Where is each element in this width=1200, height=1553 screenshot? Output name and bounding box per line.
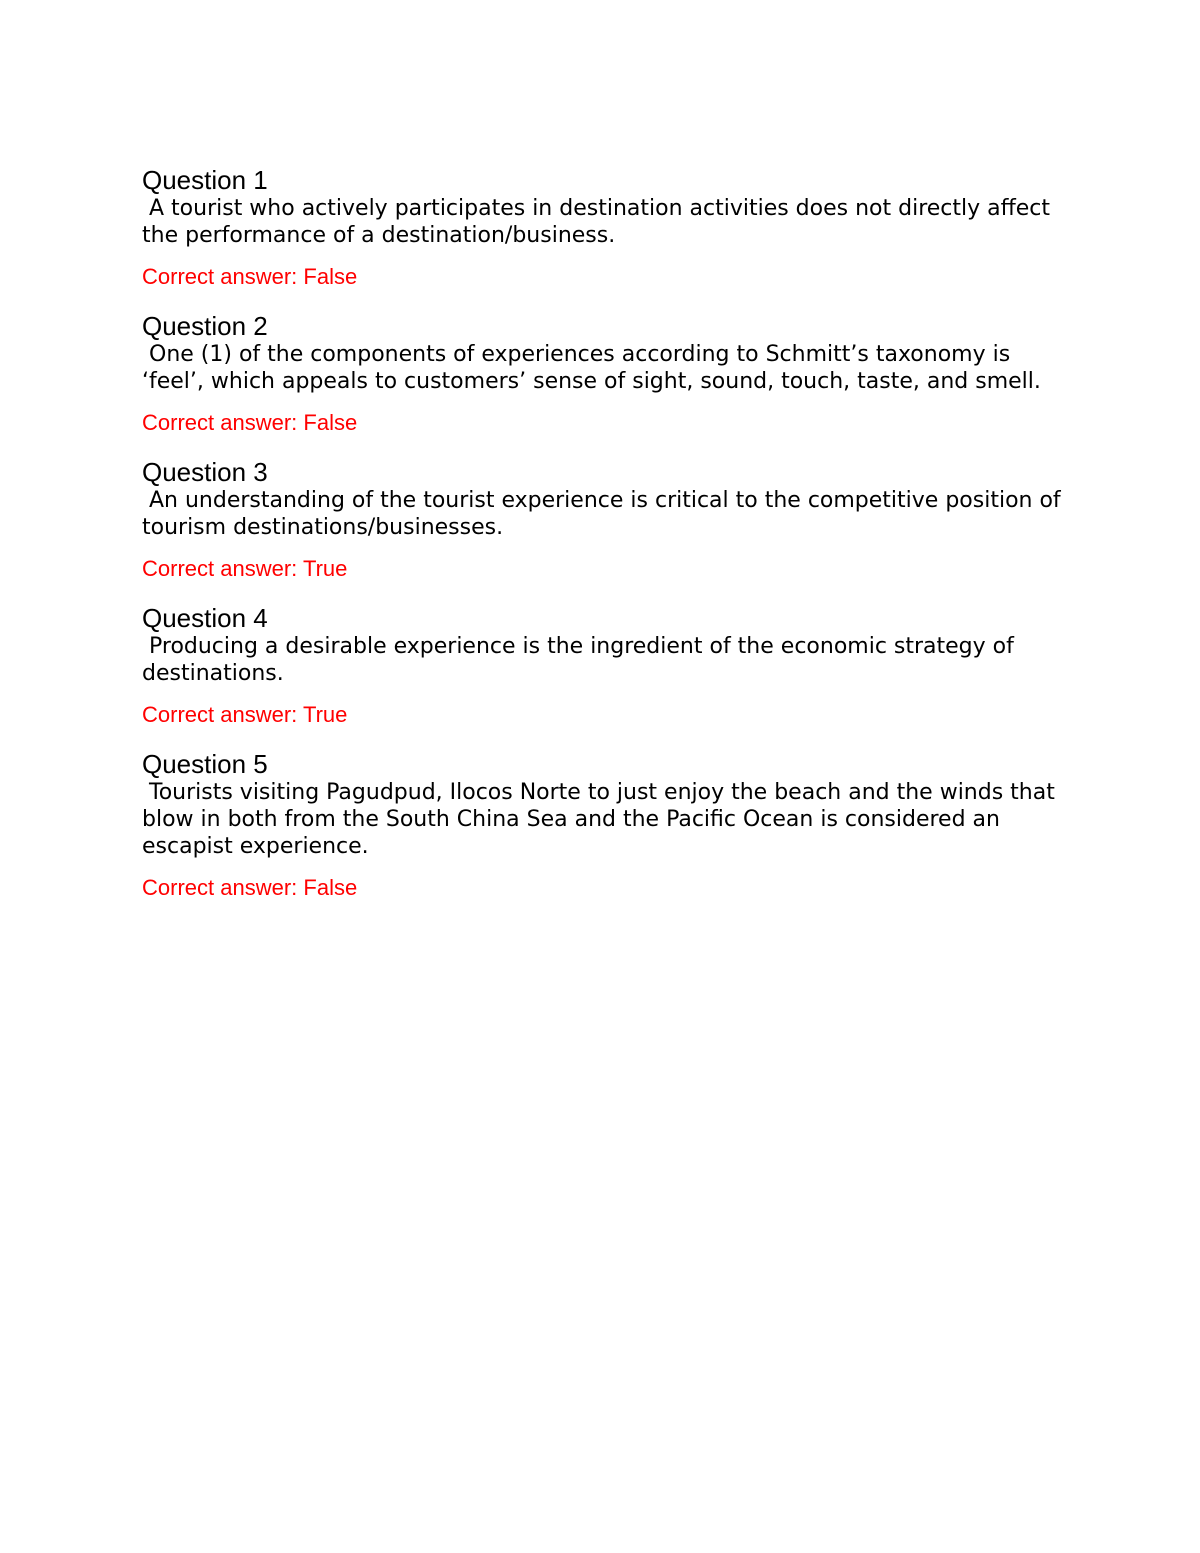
correct-answer [142,874,1062,902]
question-title: Question 3 [142,457,268,487]
question-5 [142,749,1062,902]
question-text: A tourist who actively participates in destination activities does not directly affect the performance of a destination/business. [142,196,1058,248]
question-4 [142,603,1062,729]
answer-value: True [302,556,348,581]
question-title: Question 5 [142,749,268,779]
answer-label: Correct answer: [142,264,304,289]
question-2 [142,311,1062,437]
answer-label: Correct answer: [142,702,303,727]
answer-label: Correct answer: [142,556,303,581]
document-page [142,165,1068,922]
answer-label: Correct answer: [142,410,304,435]
question-title: Question 4 [142,603,268,633]
answer-label: Correct answer: [142,875,304,900]
question-title: Question 1 [142,165,268,195]
question-text: Producing a desirable experience is the ingredient of the economic strategy of destinations. [142,634,1021,686]
question-1 [142,165,1062,291]
correct-answer [142,409,1062,437]
question-3 [142,457,1068,583]
question-text: Tourists visiting Pagudpud, Ilocos Norte to just enjoy the beach and the winds that blow in both from the South China Sea and the Pacific Ocean is considered an escapist experience. [142,780,1062,859]
answer-value: False [303,264,358,289]
question-title: Question 2 [142,311,268,341]
correct-answer [142,263,1062,291]
answer-value: False [303,875,358,900]
answer-value: True [302,702,348,727]
answer-value: False [303,410,358,435]
correct-answer [142,701,1062,729]
question-text: An understanding of the tourist experience is critical to the competitive position of tourism destinations/businesses. [142,488,1068,540]
question-text: One (1) of the components of experiences according to Schmitt’s taxonomy is ‘feel’, which appeals to customers’ sense of sight, sound, touch, taste, and smell. [142,342,1041,394]
correct-answer [142,555,1062,583]
